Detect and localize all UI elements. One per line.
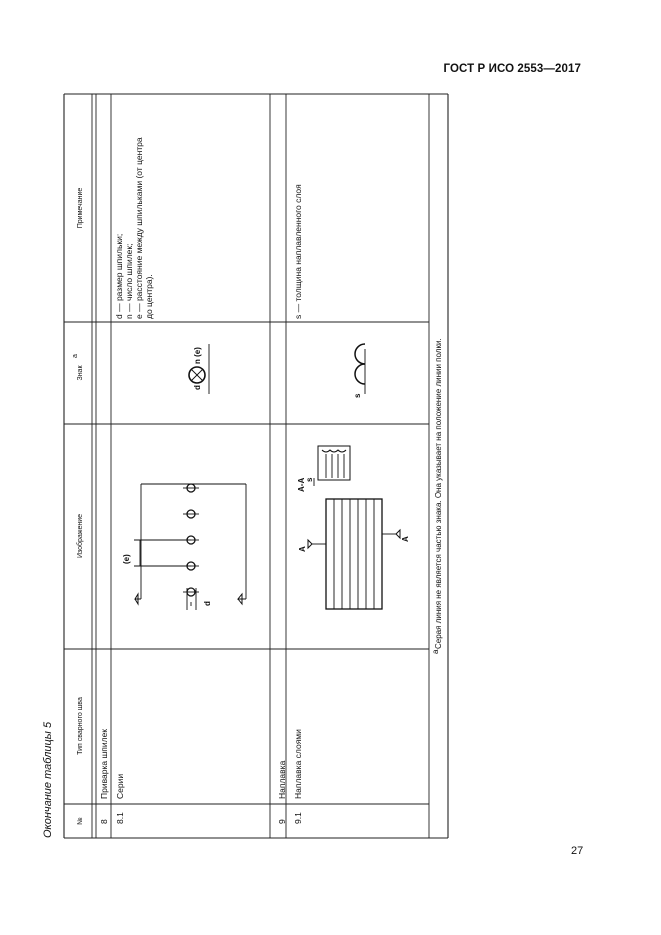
symbol-d-label: d	[193, 385, 202, 390]
section-s-label: s	[305, 477, 314, 482]
page-number: 27	[571, 845, 584, 857]
header-note: Примечание	[77, 187, 84, 229]
header-no: №	[77, 817, 84, 825]
row-9-1-type: Наплавка слоями	[293, 729, 303, 799]
document-number: ГОСТ Р ИСО 2553—2017	[443, 63, 581, 75]
row-9-type: Наплавка	[277, 760, 287, 799]
section-label: А-А	[297, 477, 306, 492]
dim-e-label: (e)	[122, 554, 131, 564]
row-8-1-no: 8.1	[115, 812, 125, 824]
dim-d-label: d	[203, 601, 212, 606]
row-9-1-no: 9.1	[293, 812, 303, 824]
row-8-type: Приварка шпилек	[99, 728, 109, 799]
symbol-s-label: s	[353, 393, 362, 398]
footnote-marker: a	[431, 649, 440, 654]
overlay-layers-figure	[297, 446, 410, 609]
header-type: Тип сварного шва	[77, 697, 84, 755]
stud-weld-symbol	[189, 344, 209, 394]
table-caption: Окончание таблицы 5	[42, 721, 54, 838]
stud-series-figure	[122, 484, 246, 610]
row-8-1-note-e2: до центра).	[144, 274, 154, 319]
row-8-1-type: Серии	[115, 773, 125, 799]
symbol-n-e-label: n (e)	[193, 347, 202, 364]
row-8-1-note-e: e — расстояние между шпильками (от центра	[134, 137, 144, 319]
section-mark-top: А	[298, 546, 307, 552]
header-symbol-sup: a	[72, 354, 79, 358]
row-8-1-note-n: n — число шпилек;	[124, 243, 134, 319]
row-9-1-note-s: s — толщина наплавленного слоя	[293, 184, 303, 319]
footnote-text: Серая линия не является частью знака. Она указывает на положение линии полки.	[434, 338, 443, 649]
section-mark-bottom: А	[401, 536, 410, 542]
row-8-no: 8	[99, 819, 109, 824]
row-9-no: 9	[277, 819, 287, 824]
row-8-1-note-d: d — размер шпильки;	[114, 233, 124, 319]
overlay-weld-symbol	[353, 344, 365, 398]
header-image: Изображение	[77, 513, 84, 559]
table-5	[64, 94, 448, 838]
header-symbol: Знак	[77, 365, 84, 381]
